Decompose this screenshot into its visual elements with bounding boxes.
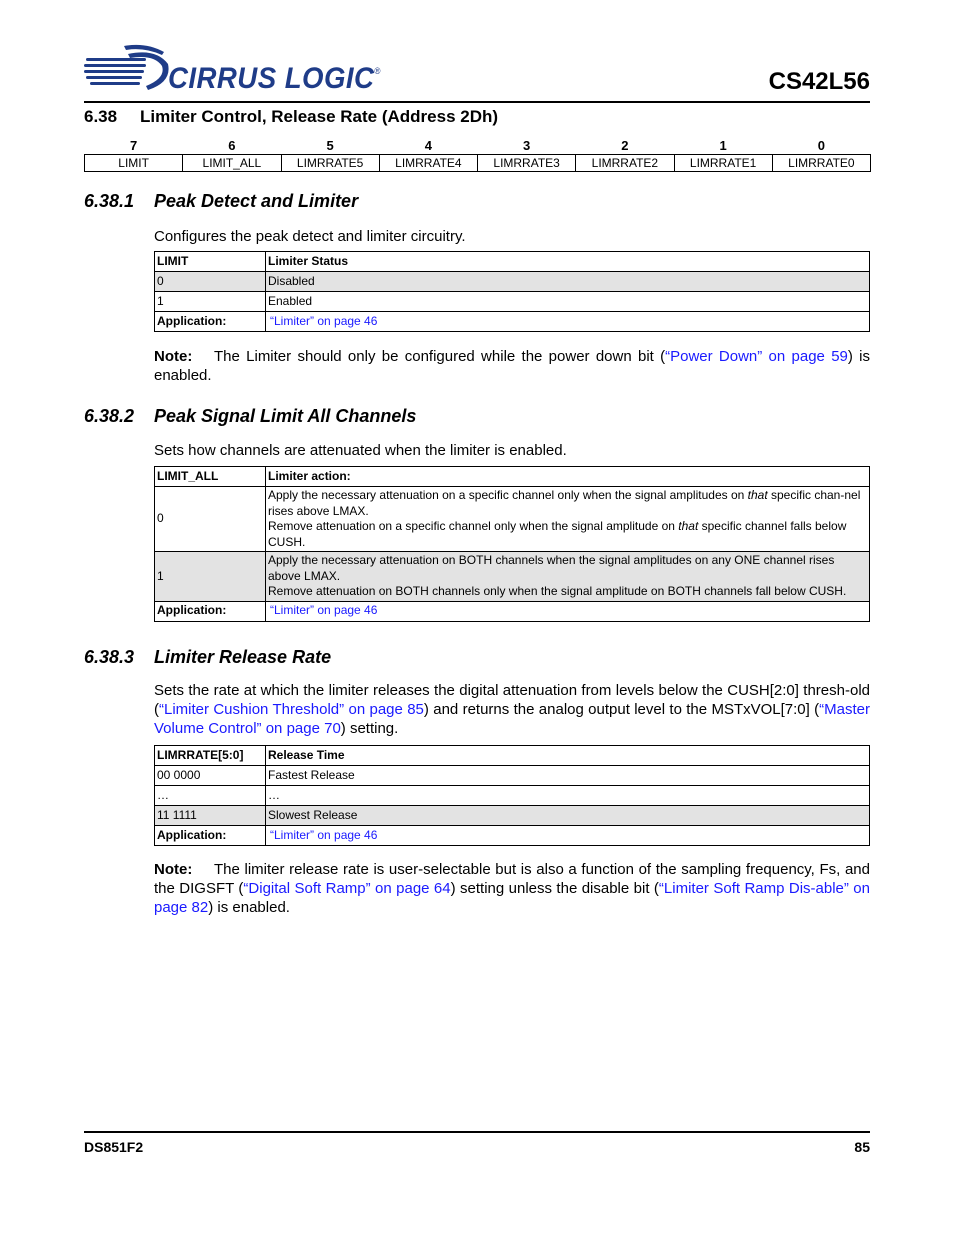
table-header: Limiter action: (266, 467, 870, 487)
subsection-description: Sets how channels are attenuated when the limiter is enabled. (154, 442, 567, 459)
bit-number: 6 (228, 137, 236, 153)
table-cell: … (266, 786, 870, 806)
bit-number: 3 (523, 137, 531, 153)
table-cell: 11 1111 (155, 806, 266, 826)
limiter-page-link[interactable]: “Limiter” on page 46 (270, 313, 378, 328)
table-cell: Enabled (266, 292, 870, 312)
power-down-link[interactable]: “Power Down” on page 59 (665, 348, 848, 365)
master-volume-link[interactable]: “Master Volume Control” on page 70 (154, 701, 870, 737)
bit-name: LIMRRATE1 (674, 155, 772, 172)
bit-name: LIMIT (85, 155, 183, 172)
limit-field-table (154, 251, 870, 332)
table-header: LIMIT_ALL (155, 467, 266, 487)
table-cell: 0 (155, 487, 266, 552)
cirrus-logic-logo-icon (84, 42, 170, 94)
digital-soft-ramp-link[interactable]: “Digital Soft Ramp” on page 64 (243, 880, 451, 897)
subsection-title-release-rate: 6.38.3 Limiter Release Rate (84, 647, 332, 667)
table-cell: 0 (155, 272, 266, 292)
table-header: LIMIT (155, 252, 266, 272)
bit-number: 4 (424, 137, 432, 153)
bit-number: 5 (326, 137, 334, 153)
subsection-title-peak-detect: 6.38.1 Peak Detect and Limiter (84, 191, 359, 211)
register-bit-table (84, 136, 871, 172)
bit-name: LIMIT_ALL (183, 155, 281, 172)
table-header: Release Time (266, 746, 870, 766)
application-label: Application: (155, 312, 266, 332)
bit-name: LIMRRATE4 (379, 155, 477, 172)
limrrate-field-table (154, 745, 870, 846)
bit-number: 7 (130, 137, 138, 153)
table-cell: Disabled (266, 272, 870, 292)
footer-divider (84, 1131, 870, 1133)
bit-number: 1 (719, 137, 727, 153)
subsection-title-limit-all: 6.38.2 Peak Signal Limit All Channels (84, 406, 417, 426)
header-divider (84, 101, 870, 103)
subsection-description: Sets the rate at which the limiter releases the digital attenuation from levels below the CUSH[2:0] thresh-old (“Limiter Cushion Threshold” on page 85) and returns the analog output level to the MSTxVOL[7:0] (“Master Volume Control” on page 70) setting. (154, 682, 870, 737)
bit-number: 0 (817, 137, 825, 153)
company-logo-text: CIRRUS LOGIC® (168, 62, 381, 95)
table-cell: Apply the necessary attenuation on BOTH channels when the signal amplitudes on any ONE channel rises above LMAX. Remove attenuation on BOTH channels only when the signal amplitude on BOTH channels fall below CUSH. (266, 552, 870, 602)
limiter-soft-ramp-disable-link[interactable]: “Limiter Soft Ramp Dis-able” on page 82 (154, 880, 870, 916)
table-header: LIMRRATE[5:0] (155, 746, 266, 766)
document-id: CS42L56 (768, 68, 870, 95)
cushion-threshold-link[interactable]: “Limiter Cushion Threshold” on page 85 (159, 701, 424, 718)
table-cell: 1 (155, 552, 266, 602)
page-number: 85 (854, 1139, 870, 1155)
table-cell: … (155, 786, 266, 806)
application-label: Application: (155, 826, 266, 846)
note-power-down: Note: The Limiter should only be configured while the power down bit (“Power Down” on page 59) is enabled. (154, 348, 870, 384)
table-cell: Fastest Release (266, 766, 870, 786)
limiter-page-link[interactable]: “Limiter” on page 46 (270, 603, 378, 618)
subsection-description: Configures the peak detect and limiter circuitry. (154, 228, 466, 245)
note-release-rate: Note: The limiter release rate is user-selectable but is also a function of the sampling frequency, Fs, and the DIGSFT (“Digital Soft Ramp” on page 64) setting unless the disable bit (“Limiter Soft Ramp Dis-able” on page 82) is enabled. (154, 861, 870, 916)
bit-name: LIMRRATE3 (478, 155, 576, 172)
limit-all-field-table (154, 466, 870, 622)
table-cell: 00 0000 (155, 766, 266, 786)
section-title: 6.38 Limiter Control, Release Rate (Address 2Dh) (84, 107, 499, 126)
bit-name: LIMRRATE5 (281, 155, 379, 172)
limiter-page-link[interactable]: “Limiter” on page 46 (270, 827, 378, 842)
bit-name: LIMRRATE0 (772, 155, 870, 172)
table-cell: 1 (155, 292, 266, 312)
bit-number: 2 (621, 137, 629, 153)
table-cell: Apply the necessary attenuation on a specific channel only when the signal amplitudes on that specific chan-nel rises above LMAX. Remove attenuation on a specific channel only when the signal amplitude on that specific channel falls below CUSH. (266, 487, 870, 552)
bit-name: LIMRRATE2 (576, 155, 674, 172)
table-cell: Slowest Release (266, 806, 870, 826)
application-label: Application: (155, 601, 266, 621)
footer-doc-number: DS851F2 (84, 1139, 144, 1155)
table-header: Limiter Status (266, 252, 870, 272)
